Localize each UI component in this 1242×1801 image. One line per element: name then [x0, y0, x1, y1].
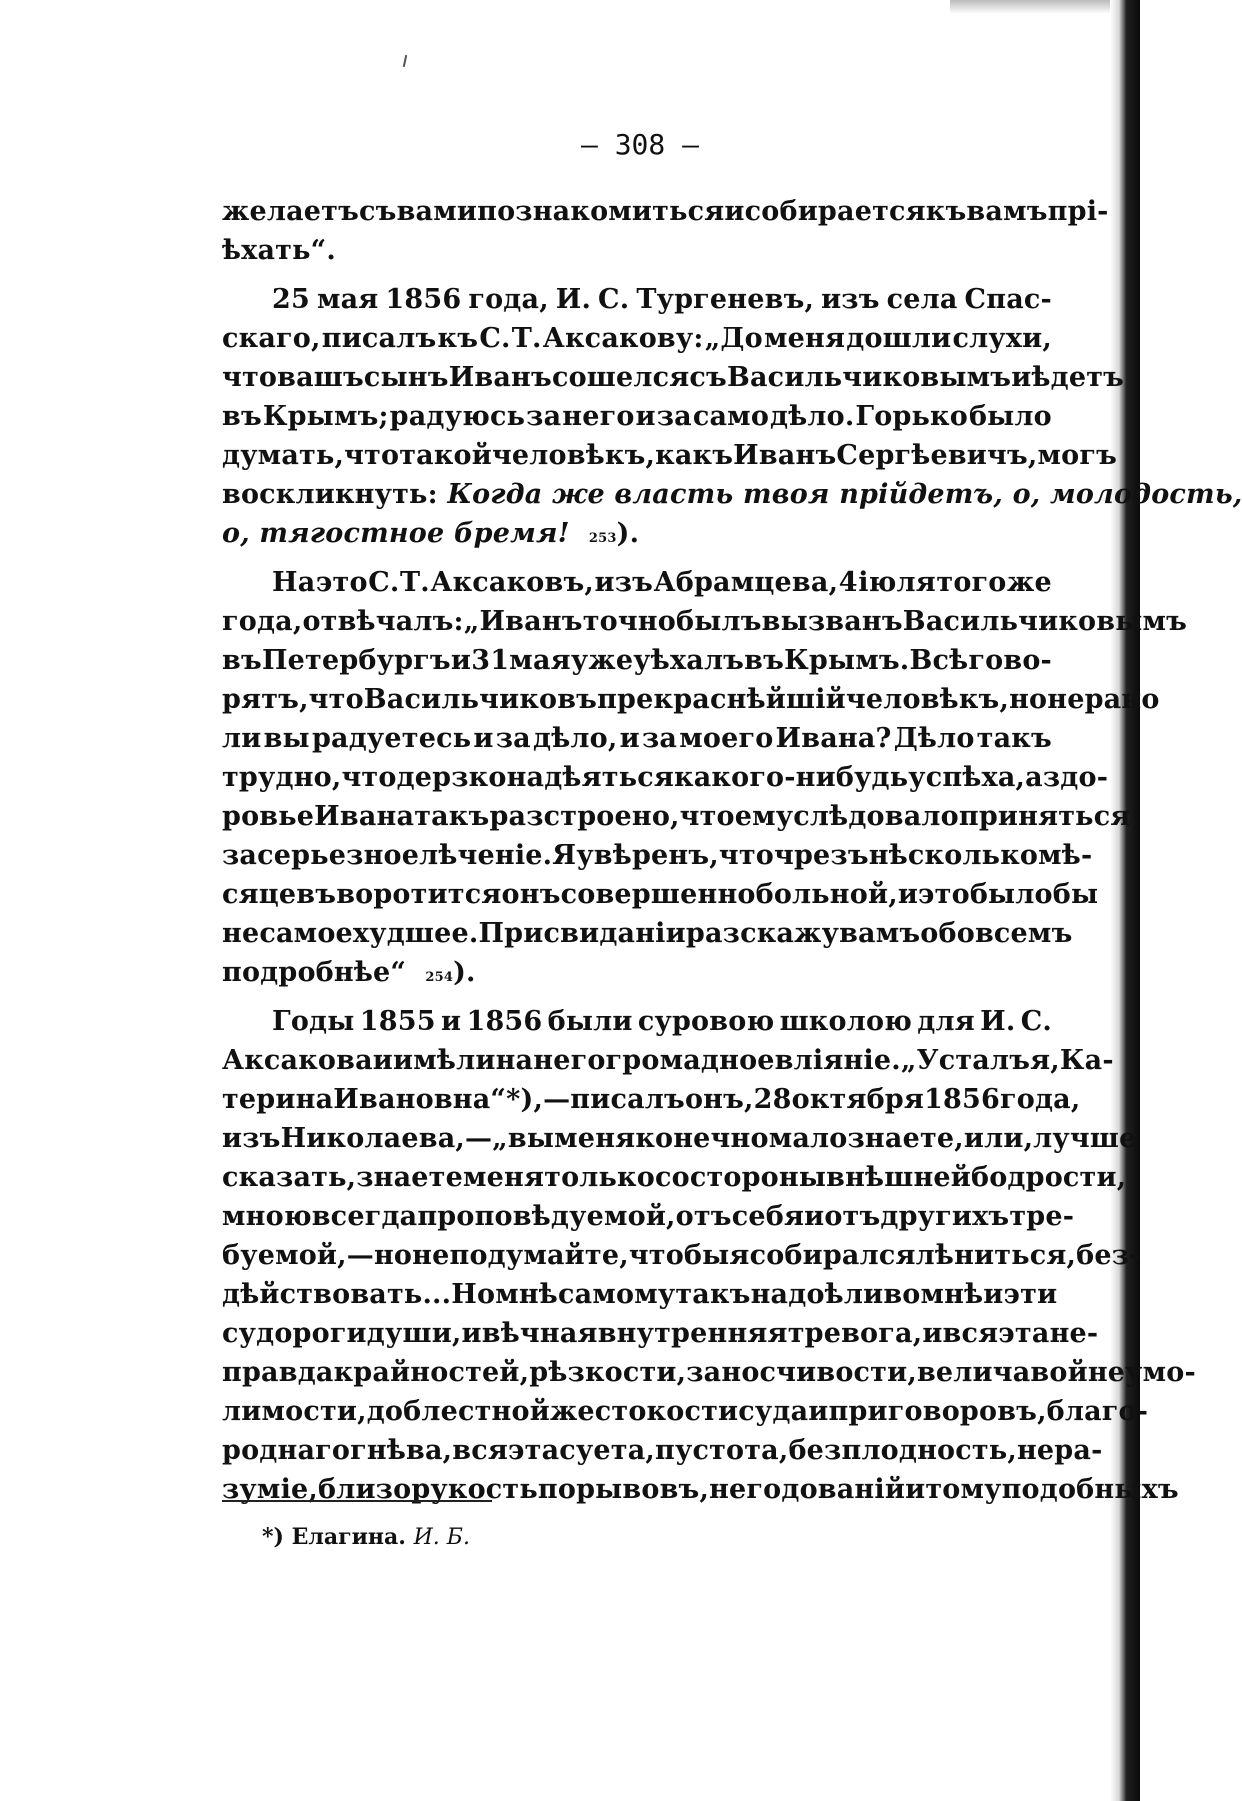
text-fragment: воскликнуть: [222, 479, 438, 510]
text-line: что вашъ сынъ Иванъ сошелся съ Васильчиковымъ и ѣдетъ [222, 362, 1125, 393]
text-line: судороги души, и вѣчная внутренняя тревога, и вся эта не- [222, 1318, 1099, 1349]
text-line: трудно, что дерзко надѣяться какого-нибудь успѣха, а здо- [222, 762, 1109, 793]
text-line: подробнѣе“ 254 ). [222, 957, 476, 988]
quote-italic-end: о, тягостное бремя! [222, 518, 570, 549]
text-line: На это С. Т. Аксаковъ, изъ Абрамцева, 4 іюля того же [272, 567, 1052, 598]
text-line: за серьезное лѣченіе. Я увѣренъ, что чрезъ нѣсколько мѣ- [222, 840, 1093, 871]
text-line: лимости, доблестной жестокости суда и приговоровъ, благо- [222, 1396, 1149, 1427]
text-line: терина Ивановна“ *),—писалъ онъ, 28 октября 1856 года, [222, 1084, 1081, 1115]
text-line: 25 мая 1856 года, И. С. Тургеневъ, изъ села Спас- [272, 284, 1052, 315]
text-line: въ Петербургъ и 31 мая уже уѣхалъ въ Крымъ. Всѣ гово- [222, 645, 1052, 676]
text-line: правда крайностей, рѣзкости, заносчивости, величавой неумо- [222, 1357, 1196, 1388]
text-line: Годы 1855 и 1856 были суровою школою для И. С. [272, 1006, 1052, 1037]
text-line: дѣйствовать... Но мнѣ самому такъ надоѣли во мнѣ и эти [222, 1279, 1058, 1310]
text-fragment: подробнѣе“ [222, 957, 407, 988]
scan-top-shadow [950, 0, 1110, 14]
text-line: сказать, знаете меня только со стороны внѣшней бодрости, [222, 1162, 1127, 1193]
footnote-initials: И. Б. [413, 1525, 470, 1550]
text-line: ѣхать“. [222, 235, 336, 266]
text-line: мною всегда проповѣдуемой, отъ себя и отъ другихъ тре- [222, 1201, 1075, 1232]
text-line: ровье Ивана такъ разстроено, что ему слѣдовало приняться [222, 801, 1131, 832]
text-line: Аксакова и имѣли на него громадное вліяніе. „Усталъ я, Ка- [222, 1045, 1114, 1076]
text-fragment: ). [616, 518, 640, 549]
text-line [222, 479, 1242, 518]
text-line: о, тягостное бремя! 253 ). [222, 518, 640, 549]
text-line: года, отвѣчалъ: „Иванъ точно былъ вызванъ Васильчиковымъ [222, 606, 1188, 637]
page-number: — 308 — [580, 128, 699, 161]
text-line: зуміе, близорукость порывовъ, негодованій и тому подобныхъ [222, 1474, 1179, 1505]
text-fragment: ). [453, 957, 476, 988]
footnote-text: *) Елагина. [262, 1524, 406, 1550]
body-text [222, 196, 1242, 1513]
text-line: роднаго гнѣва, вся эта суета, пустота, безплодность, нера- [222, 1435, 1103, 1466]
text-line: рятъ, что Васильчиковъ прекраснѣйшій человѣкъ, но не рано [222, 684, 1160, 715]
text-line: скаго, писалъ къ С. Т. Аксакову: „До меня дошли слухи, [222, 323, 1052, 354]
text-line: буемой,—но не подумайте, чтобы я собирался лѣниться, без- [222, 1240, 1141, 1271]
text-line: въ Крымъ; радуюсь за него и за само дѣло. Горько было [222, 401, 1052, 432]
stray-ink-mark [403, 55, 407, 67]
text-line: изъ Николаева,—„вы меня конечно мало знаете, или, лучше [222, 1123, 1137, 1154]
text-line: сяцевъ воротится онъ совершенно больной, и это было бы [222, 879, 1099, 910]
text-line: ли вы радуетесь и за дѣло, и за моего Ивана? Дѣло такъ [222, 723, 1052, 754]
scan-dark-edge [1110, 0, 1140, 1801]
footnote [262, 1524, 470, 1550]
text-line: думать, что такой человѣкъ, какъ Иванъ Сергѣевичъ, могъ [222, 440, 1118, 471]
text-line: желаетъ съ вами познакомиться и собирается къ вамъ прі- [222, 196, 1109, 227]
text-line: не самое худшее. При свиданіи разскажу вамъ обо всемъ [222, 918, 1073, 949]
quote-italic: Когда же власть твоя прійдетъ, о, молодость, [447, 479, 1242, 510]
footnote-divider [222, 1500, 492, 1502]
